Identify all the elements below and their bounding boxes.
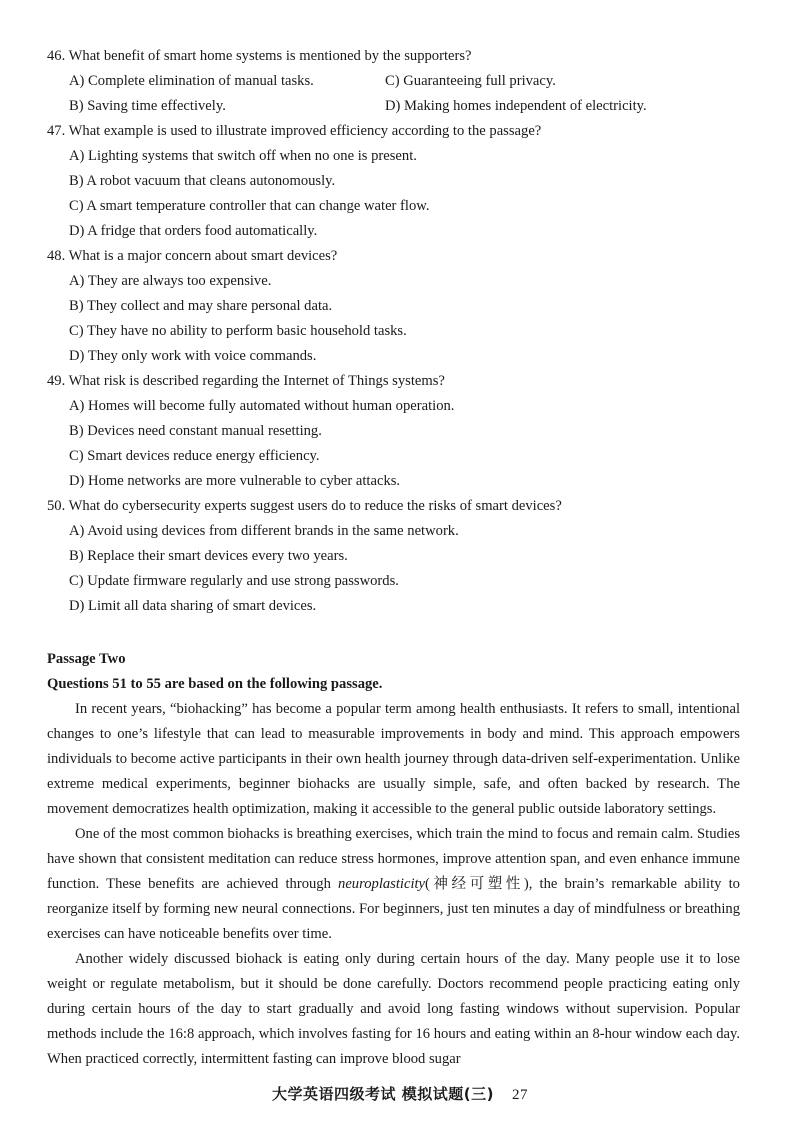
passage-instruction: Questions 51 to 55 are based on the following passage.: [47, 676, 383, 692]
paragraph-2-text-b: , the brain’s remarkable ability to reorganize itself by forming new neural connections. For beginners, just ten minutes a day of mindfulness or breathing exercises can have noticeable benefits over time.: [47, 876, 740, 942]
term-neuroplasticity: neuroplasticity: [338, 876, 426, 892]
option-d: D) They only work with voice commands.: [69, 348, 317, 364]
term-gloss: (神经可塑性): [425, 876, 529, 892]
option-d: D) Making homes independent of electricity.: [385, 98, 647, 114]
passage-two: [47, 647, 740, 1072]
option-c: C) They have no ability to perform basic household tasks.: [69, 323, 407, 339]
option-a: A) Avoid using devices from different brands in the same network.: [69, 523, 459, 539]
option-d: D) A fridge that orders food automatically.: [69, 223, 318, 239]
option-row: [47, 94, 767, 119]
passage-heading: Passage Two: [47, 651, 126, 667]
option-a: A) Homes will become fully automated without human operation.: [69, 398, 455, 414]
option-b: B) Saving time effectively.: [69, 98, 226, 114]
option-a: A) Complete elimination of manual tasks.: [69, 73, 314, 89]
question-stem: 47. What example is used to illustrate improved efficiency according to the passage?: [47, 123, 542, 139]
option-d: D) Home networks are more vulnerable to cyber attacks.: [69, 473, 401, 489]
option-c: C) Guaranteeing full privacy.: [385, 73, 556, 89]
page-number: 27: [511, 1087, 528, 1103]
option-d: D) Limit all data sharing of smart devices.: [69, 598, 317, 614]
exam-title: 大学英语四级考试 模拟试题(三): [272, 1085, 494, 1103]
option-b: B) Replace their smart devices every two years.: [69, 548, 348, 564]
question-stem: 49. What risk is described regarding the Internet of Things systems?: [47, 373, 445, 389]
option-c: C) Update firmware regularly and use strong passwords.: [69, 573, 399, 589]
page-footer: [0, 1083, 800, 1104]
option-a: A) They are always too expensive.: [69, 273, 272, 289]
paragraph-2-text-a: One of the most common biohacks is breathing exercises, which train the mind to focus and remain calm. Studies have shown that consistent meditation can reduce stress hormones, improve attention span, and even enhance immune function. These benefits are achieved through: [47, 826, 740, 892]
option-c: C) Smart devices reduce energy efficiency.: [69, 448, 320, 464]
question-list: [47, 44, 767, 619]
option-b: B) They collect and may share personal data.: [69, 298, 333, 314]
paragraph-2: [47, 822, 740, 947]
question-stem: 46. What benefit of smart home systems is mentioned by the supporters?: [47, 48, 472, 64]
option-a: A) Lighting systems that switch off when no one is present.: [69, 148, 417, 164]
paragraph-1: In recent years, “biohacking” has become a popular term among health enthusiasts. It refers to small, intentional changes to one’s lifestyle that can lead to measurable improvements in body and mind. This approach empowers individuals to become active participants in their own health journey through data-driven self-experimentation. Unlike extreme medical experiments, beginner biohacks are usually simple, safe, and often backed by research. The movement democratizes health optimization, making it accessible to the general public outside laboratory settings.: [47, 701, 740, 817]
paragraph-3: Another widely discussed biohack is eating only during certain hours of the day. Many people use it to lose weight or regulate metabolism, but it should be done carefully. Doctors recommend people practicing eating only during certain hours of the day to start gradually and avoid long fasting windows without supervision. Popular methods include the 16:8 approach, which involves fasting for 16 hours and eating within an 8-hour window each day. When practiced correctly, intermittent fasting can improve blood sugar: [47, 951, 740, 1067]
option-b: B) Devices need constant manual resetting.: [69, 423, 322, 439]
option-row: [47, 69, 767, 94]
option-b: B) A robot vacuum that cleans autonomously.: [69, 173, 336, 189]
option-c: C) A smart temperature controller that can change water flow.: [69, 198, 430, 214]
question-stem: 48. What is a major concern about smart devices?: [47, 248, 338, 264]
question-stem: 50. What do cybersecurity experts suggest users do to reduce the risks of smart devices?: [47, 498, 562, 514]
